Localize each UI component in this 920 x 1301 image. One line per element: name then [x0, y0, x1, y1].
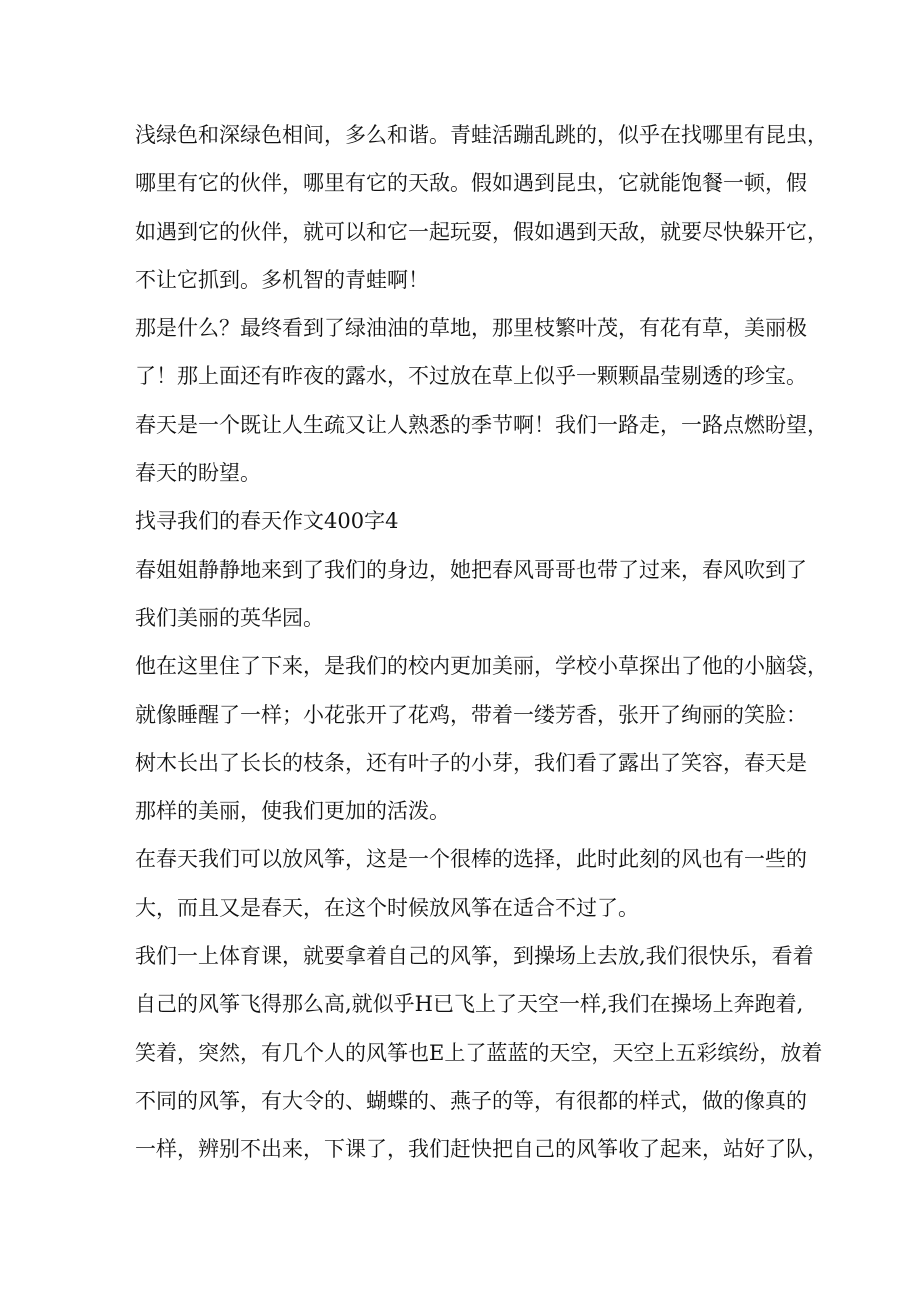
text-line: 浅绿色和深绿色相间，多么和谐。青蛙活蹦乱跳的，似乎在找哪里有昆虫，	[135, 123, 828, 147]
paragraph	[135, 642, 828, 835]
text-line: 笑着，突然，有几个人的风筝也E上了蓝蓝的天空，天空上五彩缤纷，放着	[135, 1040, 823, 1065]
paragraph	[135, 401, 828, 498]
paragraph	[135, 546, 807, 643]
text-line: 春天是一个既让人生疏又让人熟悉的季节啊！我们一路走，一路点燃盼望，	[135, 412, 828, 437]
text-line: 一样，辨别不出来，下课了，我们赶快把自己的风筝收了起来，站好了队，	[135, 1137, 828, 1162]
text-line: 自己的风筝飞得那么高,就似乎H已飞上了天空一样,我们在操场上奔跑着,	[135, 992, 804, 1017]
text-line: 哪里有它的伙伴，哪里有它的天敌。假如遇到昆虫，它就能饱餐一顿，假	[135, 171, 807, 196]
paragraph	[135, 304, 807, 401]
heading-line: 找寻我们的春天作文400字4	[135, 509, 399, 534]
text-line: 春姐姐静静地来到了我们的身边，她把春风哥哥也带了过来，春风吹到了	[135, 557, 807, 582]
text-line: 我们美丽的英华园。	[135, 605, 324, 630]
text-line: 我们一上体育课，就要拿着自己的风筝，到操场上去放,我们很快乐，看着	[135, 944, 814, 969]
text-line: 了！那上面还有昨夜的露水，不过放在草上似乎一颗颗晶莹剔透的珍宝。	[135, 364, 807, 389]
text-line: 不同的风筝，有大令的、蝴蝶的、燕子的等，有很都的样式，做的像真的	[135, 1088, 807, 1113]
text-line: 春天的盼望。	[135, 461, 261, 486]
text-line: 大，而且又是春天，在这个时候放风筝在适合不过了。	[135, 895, 639, 920]
text-line: 树木长出了长长的枝条，还有叶子的小芽，我们看了露出了笑容，春天是	[135, 750, 807, 775]
paragraph	[135, 932, 828, 1173]
text-line: 那是什么？最终看到了绿油油的草地，那里枝繁叶茂，有花有草，美丽极	[135, 316, 807, 341]
text-line: 那样的美丽，使我们更加的活泼。	[135, 799, 450, 824]
text-line: 在春天我们可以放风筝，这是一个很棒的选择，此时此刻的风也有一些的	[135, 847, 807, 872]
text-line: 他在这里住了下来，是我们的校内更加美丽，学校小草探出了他的小脑袋，	[135, 654, 828, 679]
paragraph	[135, 111, 828, 304]
section-heading	[135, 497, 795, 545]
paragraph	[135, 835, 807, 932]
text-line: 就像睡醒了一样；小花张开了花鸡，带着一缕芳香，张开了绚丽的笑脸：	[135, 702, 807, 727]
text-line: 如遇到它的伙伴，就可以和它一起玩耍，假如遇到天敌，就要尽快躲开它，	[135, 219, 828, 244]
text-line: 不让它抓到。多机智的青蛙啊！	[135, 267, 429, 292]
document-body	[135, 111, 828, 1174]
